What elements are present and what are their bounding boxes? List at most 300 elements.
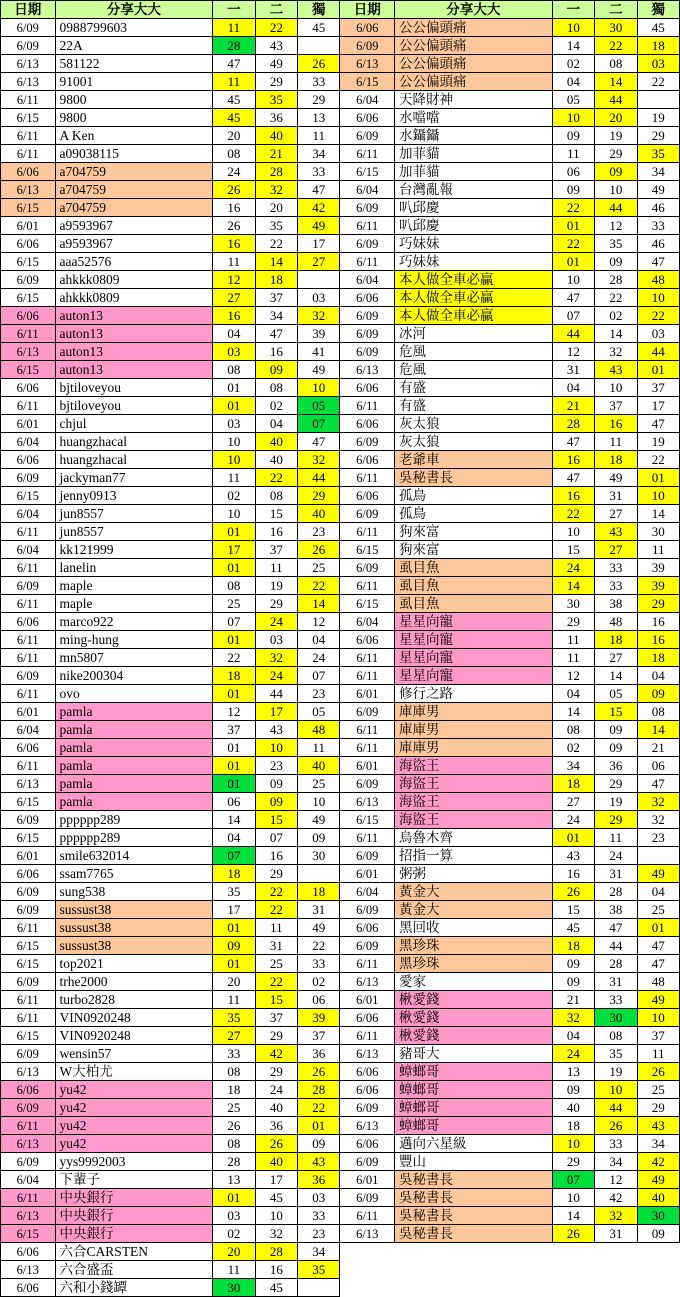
cell-date: 6/06 xyxy=(1,1081,56,1099)
cell-date: 6/09 xyxy=(1,1099,56,1117)
cell-name: 巧妹妹 xyxy=(395,253,553,271)
cell-name: 庫庫男 xyxy=(395,721,553,739)
cell-n2: 19 xyxy=(595,793,637,811)
cell-n3: 40 xyxy=(298,757,340,775)
cell-n1: 16 xyxy=(213,199,255,217)
cell-n2: 34 xyxy=(255,307,297,325)
cell-n1: 11 xyxy=(213,991,255,1009)
cell-name: 豬哥大 xyxy=(395,1045,553,1063)
cell-n2: 42 xyxy=(595,1189,637,1207)
cell-n3: 32 xyxy=(298,307,340,325)
cell-n2: 34 xyxy=(595,1153,637,1171)
cell-name: 庫庫男 xyxy=(395,703,553,721)
cell-n2: 22 xyxy=(595,37,637,55)
cell-name: bjtiloveyou xyxy=(55,397,213,415)
cell-n2: 43 xyxy=(255,721,297,739)
cell-n2: 24 xyxy=(595,847,637,865)
cell-n1: 07 xyxy=(552,1171,594,1189)
cell-n3: 49 xyxy=(637,865,679,883)
cell-n1: 32 xyxy=(552,1009,594,1027)
cell-n2: 47 xyxy=(255,325,297,343)
cell-date: 6/01 xyxy=(1,217,56,235)
cell-date: 6/11 xyxy=(340,217,395,235)
cell-name: 黑回收 xyxy=(395,919,553,937)
cell-n3: 42 xyxy=(298,199,340,217)
table-row xyxy=(1,1009,680,1027)
cell-name: 楸愛錢 xyxy=(395,1027,553,1045)
cell-n1: 21 xyxy=(552,991,594,1009)
table-row xyxy=(1,775,680,793)
cell-n3: 19 xyxy=(637,433,679,451)
cell-n3: 40 xyxy=(298,505,340,523)
table-row xyxy=(1,469,680,487)
cell-n2: 28 xyxy=(255,163,297,181)
cell-n2: 45 xyxy=(255,1189,297,1207)
cell-name: pamla xyxy=(55,775,213,793)
cell-n3: 03 xyxy=(637,55,679,73)
cell-date: 6/15 xyxy=(1,1027,56,1045)
cell-n1: 04 xyxy=(213,325,255,343)
table-row xyxy=(1,883,680,901)
cell-date: 6/11 xyxy=(340,667,395,685)
table-row xyxy=(1,1207,680,1225)
cell-date: 6/06 xyxy=(1,1279,56,1297)
cell-name: 冰河 xyxy=(395,325,553,343)
cell-name: VIN0920248 xyxy=(55,1009,213,1027)
cell-date: 6/11 xyxy=(340,1027,395,1045)
cell-n1: 14 xyxy=(552,577,594,595)
cell-n2: 31 xyxy=(595,865,637,883)
cell-n1: 14 xyxy=(552,703,594,721)
cell-n3: 34 xyxy=(637,1135,679,1153)
table-row xyxy=(1,991,680,1009)
cell-n2: 35 xyxy=(595,235,637,253)
cell-n1: 10 xyxy=(552,523,594,541)
cell-date: 6/06 xyxy=(340,289,395,307)
cell-name: sussust38 xyxy=(55,919,213,937)
cell-date: 6/01 xyxy=(1,415,56,433)
cell-date: 6/06 xyxy=(340,1081,395,1099)
cell-n3: 16 xyxy=(637,613,679,631)
cell-n1: 09 xyxy=(552,1081,594,1099)
cell-n3: 10 xyxy=(298,793,340,811)
cell-date: 6/13 xyxy=(1,1063,56,1081)
cell-name: 海盜王 xyxy=(395,757,553,775)
cell-n2: 16 xyxy=(595,415,637,433)
cell-n2: 16 xyxy=(255,343,297,361)
table-row xyxy=(1,271,680,289)
cell-n1: 30 xyxy=(552,595,594,613)
cell-name: 六合盛盃 xyxy=(55,1261,213,1279)
cell-n3: 06 xyxy=(637,757,679,775)
header-n2-left: 二 xyxy=(255,1,297,19)
cell-date: 6/11 xyxy=(340,397,395,415)
cell-n1: 05 xyxy=(552,91,594,109)
cell-date: 6/01 xyxy=(340,685,395,703)
cell-name: 22A xyxy=(55,37,213,55)
empty-cell xyxy=(595,1279,637,1297)
cell-n3: 11 xyxy=(637,541,679,559)
cell-n2: 28 xyxy=(595,883,637,901)
table-row xyxy=(1,1261,680,1279)
cell-date: 6/06 xyxy=(340,415,395,433)
cell-n1: 10 xyxy=(552,271,594,289)
cell-n1: 14 xyxy=(552,1207,594,1225)
cell-n3: 11 xyxy=(637,1045,679,1063)
table-row xyxy=(1,613,680,631)
cell-date: 6/06 xyxy=(340,19,395,37)
cell-date: 6/15 xyxy=(1,253,56,271)
cell-n1: 11 xyxy=(213,469,255,487)
cell-name: 狗來富 xyxy=(395,541,553,559)
cell-n3: 04 xyxy=(298,631,340,649)
cell-n1: 11 xyxy=(552,631,594,649)
cell-name: ahkkk0809 xyxy=(55,289,213,307)
cell-name: pamla xyxy=(55,721,213,739)
cell-n3: 32 xyxy=(298,451,340,469)
cell-n1: 08 xyxy=(552,721,594,739)
cell-date: 6/11 xyxy=(340,469,395,487)
cell-n1: 01 xyxy=(213,1189,255,1207)
cell-date: 6/13 xyxy=(340,973,395,991)
cell-n2: 24 xyxy=(255,1081,297,1099)
cell-n3: 33 xyxy=(298,1207,340,1225)
cell-n3: 26 xyxy=(298,1063,340,1081)
cell-name: 海盜王 xyxy=(395,775,553,793)
cell-n3: 18 xyxy=(637,37,679,55)
cell-n1: 22 xyxy=(213,649,255,667)
cell-n2: 40 xyxy=(255,1153,297,1171)
cell-n1: 11 xyxy=(213,19,255,37)
cell-n1: 20 xyxy=(213,973,255,991)
cell-n2: 38 xyxy=(595,595,637,613)
cell-name: VIN0920248 xyxy=(55,1027,213,1045)
cell-name: 91001 xyxy=(55,73,213,91)
cell-n2: 37 xyxy=(255,1009,297,1027)
cell-date: 6/15 xyxy=(1,1225,56,1243)
cell-n2: 42 xyxy=(255,1045,297,1063)
cell-n3: 26 xyxy=(637,1063,679,1081)
cell-date: 6/09 xyxy=(340,901,395,919)
cell-n2: 28 xyxy=(595,955,637,973)
table-row xyxy=(1,955,680,973)
cell-n3: 45 xyxy=(298,19,340,37)
cell-date: 6/11 xyxy=(340,955,395,973)
cell-n3: 29 xyxy=(298,487,340,505)
cell-n1: 09 xyxy=(552,955,594,973)
cell-name: pamla xyxy=(55,757,213,775)
cell-n2: 31 xyxy=(595,973,637,991)
cell-date: 6/13 xyxy=(1,181,56,199)
cell-n1: 02 xyxy=(213,487,255,505)
cell-date: 6/11 xyxy=(1,1117,56,1135)
cell-n3: 44 xyxy=(298,469,340,487)
table-row xyxy=(1,307,680,325)
cell-name: jenny0913 xyxy=(55,487,213,505)
cell-date: 6/06 xyxy=(340,487,395,505)
cell-n2: 40 xyxy=(255,433,297,451)
cell-name: mn5807 xyxy=(55,649,213,667)
cell-n2: 29 xyxy=(255,1063,297,1081)
cell-name: 海盜王 xyxy=(395,793,553,811)
cell-n1: 08 xyxy=(213,361,255,379)
cell-n3: 26 xyxy=(298,541,340,559)
cell-n2: 09 xyxy=(255,361,297,379)
cell-n3: 22 xyxy=(637,307,679,325)
cell-n2: 48 xyxy=(595,613,637,631)
cell-name: 危風 xyxy=(395,343,553,361)
cell-name: jun8557 xyxy=(55,523,213,541)
table-row xyxy=(1,1063,680,1081)
cell-n3: 14 xyxy=(637,505,679,523)
cell-n2: 10 xyxy=(595,1081,637,1099)
table-row xyxy=(1,649,680,667)
table-row xyxy=(1,901,680,919)
cell-n3: 37 xyxy=(637,379,679,397)
cell-n3 xyxy=(298,865,340,883)
cell-date: 6/11 xyxy=(1,127,56,145)
cell-n2: 32 xyxy=(255,649,297,667)
cell-date: 6/06 xyxy=(1,613,56,631)
cell-n3: 30 xyxy=(637,523,679,541)
cell-n2: 32 xyxy=(595,1207,637,1225)
cell-name: 星星向寵 xyxy=(395,631,553,649)
table-row xyxy=(1,343,680,361)
cell-n2: 22 xyxy=(255,235,297,253)
cell-date: 6/11 xyxy=(1,1189,56,1207)
cell-n3 xyxy=(298,1279,340,1297)
cell-n1: 16 xyxy=(213,235,255,253)
cell-n1: 04 xyxy=(552,73,594,91)
cell-n1: 01 xyxy=(213,523,255,541)
cell-date: 6/09 xyxy=(1,37,56,55)
cell-n1: 01 xyxy=(552,253,594,271)
cell-name: a704759 xyxy=(55,199,213,217)
cell-name: marco922 xyxy=(55,613,213,631)
cell-name: aaa52576 xyxy=(55,253,213,271)
cell-name: 吳秘書長 xyxy=(395,1189,553,1207)
cell-name: jackyman77 xyxy=(55,469,213,487)
cell-n3: 35 xyxy=(298,1261,340,1279)
empty-cell xyxy=(595,1261,637,1279)
cell-date: 6/09 xyxy=(1,883,56,901)
cell-n1: 35 xyxy=(213,1009,255,1027)
cell-n2: 22 xyxy=(255,973,297,991)
cell-n1: 28 xyxy=(552,415,594,433)
cell-n1: 13 xyxy=(213,1171,255,1189)
cell-date: 6/04 xyxy=(1,721,56,739)
cell-n2: 32 xyxy=(595,343,637,361)
cell-name: 灰太狼 xyxy=(395,415,553,433)
cell-n1: 16 xyxy=(213,307,255,325)
cell-n2: 47 xyxy=(595,919,637,937)
cell-n2: 24 xyxy=(255,613,297,631)
cell-n2: 08 xyxy=(255,379,297,397)
cell-n3: 23 xyxy=(298,1225,340,1243)
cell-name: 狗來富 xyxy=(395,523,553,541)
table-row xyxy=(1,1279,680,1297)
table-row xyxy=(1,1099,680,1117)
cell-name: jun8557 xyxy=(55,505,213,523)
table-row xyxy=(1,253,680,271)
cell-date: 6/13 xyxy=(340,1117,395,1135)
cell-n1: 02 xyxy=(213,1225,255,1243)
cell-name: 581122 xyxy=(55,55,213,73)
cell-name: A Ken xyxy=(55,127,213,145)
cell-name: ming-hung xyxy=(55,631,213,649)
cell-n3: 33 xyxy=(298,955,340,973)
table-row xyxy=(1,1081,680,1099)
cell-n2: 36 xyxy=(255,1117,297,1135)
cell-name: auton13 xyxy=(55,343,213,361)
cell-name: huangzhacal xyxy=(55,451,213,469)
cell-n3: 29 xyxy=(637,1099,679,1117)
cell-n2: 10 xyxy=(595,379,637,397)
cell-date: 6/13 xyxy=(1,1261,56,1279)
cell-name: chjul xyxy=(55,415,213,433)
cell-n1: 12 xyxy=(552,343,594,361)
cell-n1: 09 xyxy=(552,181,594,199)
cell-n2: 11 xyxy=(255,919,297,937)
cell-n3: 40 xyxy=(637,1189,679,1207)
cell-n3: 23 xyxy=(298,523,340,541)
cell-n3: 01 xyxy=(637,919,679,937)
cell-date: 6/09 xyxy=(1,901,56,919)
cell-date: 6/06 xyxy=(1,379,56,397)
cell-date: 6/04 xyxy=(340,613,395,631)
cell-date: 6/06 xyxy=(340,631,395,649)
cell-n1: 27 xyxy=(552,793,594,811)
cell-date: 6/06 xyxy=(1,1243,56,1261)
cell-n1: 12 xyxy=(552,667,594,685)
cell-name: 蟑螂哥 xyxy=(395,1099,553,1117)
cell-n3: 03 xyxy=(298,1189,340,1207)
cell-date: 6/15 xyxy=(340,73,395,91)
empty-cell xyxy=(340,1279,395,1297)
cell-n3: 43 xyxy=(298,1153,340,1171)
cell-n2: 33 xyxy=(595,1135,637,1153)
cell-n2: 26 xyxy=(255,1135,297,1153)
cell-date: 6/06 xyxy=(1,235,56,253)
table-row xyxy=(1,91,680,109)
table-row xyxy=(1,1117,680,1135)
cell-n2: 15 xyxy=(255,811,297,829)
cell-n3: 30 xyxy=(298,847,340,865)
cell-date: 6/09 xyxy=(1,271,56,289)
cell-n3: 32 xyxy=(637,793,679,811)
cell-n1: 10 xyxy=(213,451,255,469)
cell-name: 有盛 xyxy=(395,379,553,397)
cell-name: W大柏尤 xyxy=(55,1063,213,1081)
cell-date: 6/01 xyxy=(1,703,56,721)
cell-n1: 33 xyxy=(213,1045,255,1063)
cell-n3: 37 xyxy=(637,1027,679,1045)
cell-name: 修行之路 xyxy=(395,685,553,703)
cell-n1: 04 xyxy=(552,685,594,703)
cell-n3: 47 xyxy=(637,253,679,271)
cell-n1: 02 xyxy=(552,55,594,73)
cell-name: 中央銀行 xyxy=(55,1207,213,1225)
cell-n2: 25 xyxy=(255,955,297,973)
cell-date: 6/11 xyxy=(1,523,56,541)
cell-date: 6/13 xyxy=(1,1135,56,1153)
cell-name: 六合CARSTEN xyxy=(55,1243,213,1261)
cell-n2: 17 xyxy=(255,703,297,721)
cell-name: trhe2000 xyxy=(55,973,213,991)
cell-n1: 26 xyxy=(213,1117,255,1135)
cell-date: 6/09 xyxy=(340,325,395,343)
cell-n3: 34 xyxy=(637,163,679,181)
cell-n1: 04 xyxy=(552,379,594,397)
cell-n2: 15 xyxy=(255,505,297,523)
cell-n3: 48 xyxy=(637,271,679,289)
cell-n2: 22 xyxy=(255,883,297,901)
cell-n2: 43 xyxy=(255,37,297,55)
cell-n2: 40 xyxy=(255,1099,297,1117)
cell-n2: 11 xyxy=(255,559,297,577)
header-date-right: 日期 xyxy=(340,1,395,19)
cell-name: 水噹噹 xyxy=(395,109,553,127)
cell-date: 6/09 xyxy=(1,19,56,37)
cell-n3: 29 xyxy=(637,595,679,613)
cell-n3: 47 xyxy=(298,433,340,451)
cell-name: a9593967 xyxy=(55,217,213,235)
cell-n3: 23 xyxy=(298,685,340,703)
cell-n1: 12 xyxy=(213,271,255,289)
cell-date: 6/06 xyxy=(340,919,395,937)
cell-n3: 42 xyxy=(637,1153,679,1171)
table-row xyxy=(1,541,680,559)
cell-name: 吳秘書長 xyxy=(395,1225,553,1243)
cell-n3: 01 xyxy=(298,1117,340,1135)
cell-n1: 18 xyxy=(213,1081,255,1099)
cell-n2: 11 xyxy=(595,433,637,451)
cell-n1: 01 xyxy=(213,739,255,757)
cell-n1: 26 xyxy=(213,217,255,235)
cell-n2: 21 xyxy=(255,145,297,163)
cell-n1: 17 xyxy=(213,541,255,559)
cell-n1: 08 xyxy=(213,1135,255,1153)
cell-n2: 16 xyxy=(255,523,297,541)
cell-n3: 04 xyxy=(637,667,679,685)
cell-n1: 47 xyxy=(552,289,594,307)
cell-n1: 11 xyxy=(552,649,594,667)
cell-n3: 49 xyxy=(298,217,340,235)
cell-date: 6/09 xyxy=(340,505,395,523)
cell-name: 星星向寵 xyxy=(395,649,553,667)
cell-n1: 09 xyxy=(213,937,255,955)
cell-date: 6/15 xyxy=(340,541,395,559)
cell-n1: 45 xyxy=(213,91,255,109)
table-row xyxy=(1,37,680,55)
cell-n3: 39 xyxy=(298,1009,340,1027)
cell-name: auton13 xyxy=(55,307,213,325)
cell-n2: 27 xyxy=(595,505,637,523)
table-row xyxy=(1,487,680,505)
cell-n3: 10 xyxy=(637,1009,679,1027)
cell-n3: 10 xyxy=(637,487,679,505)
cell-n3: 23 xyxy=(637,829,679,847)
cell-n3: 36 xyxy=(298,1171,340,1189)
cell-name: 公公偏頭痛 xyxy=(395,19,553,37)
cell-name: 公公偏頭痛 xyxy=(395,55,553,73)
cell-date: 6/09 xyxy=(1,469,56,487)
cell-name: 巧妹妹 xyxy=(395,235,553,253)
cell-date: 6/15 xyxy=(1,109,56,127)
cell-n1: 11 xyxy=(213,73,255,91)
cell-name: 星星向寵 xyxy=(395,667,553,685)
cell-date: 6/09 xyxy=(340,937,395,955)
